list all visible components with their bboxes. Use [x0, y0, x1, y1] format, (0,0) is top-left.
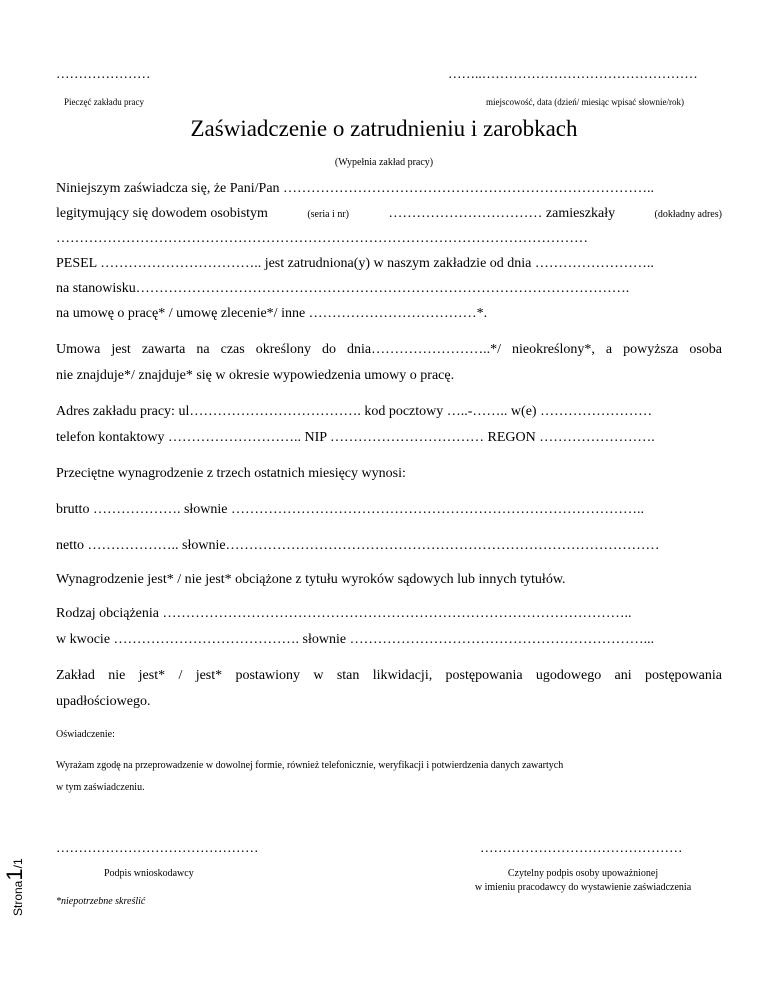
declaration-text-1: Wyrażam zgodę na przeprowadzenie w dowolnej formie, również telefonicznie, weryfikacji i potwierdzenia danych zawartych [56, 760, 564, 771]
id-label: legitymujący się dowodem osobistym [56, 206, 268, 221]
line-encumbrance: Wynagrodzenie jest* / nie jest* obciążone z tytułu wyroków sądowych lub innych tytułów. [56, 572, 566, 587]
line-amount: w kwocie …………………………………. słownie ………………………………………………………... [56, 632, 655, 647]
line-pesel: PESEL …………………………….. jest zatrudniona(y) w naszym zakładzie od dnia …………………….. [56, 256, 654, 271]
footnote: *niepotrzebne skreślić [56, 896, 146, 907]
line-gross: brutto ………………. słownie …………………………………………………………………………….. [56, 502, 644, 517]
page-marker [2, 858, 28, 916]
line-person: Niniejszym zaświadcza się, że Pani/Pan …………………………………………………………………….. [56, 181, 655, 196]
declaration-text-2: w tym zaświadczeniu. [56, 782, 145, 793]
id-hint: (seria i nr) [307, 209, 349, 220]
declaration-heading: Oświadczenie: [56, 729, 115, 740]
line-position: na stanowisku……………………………………………………………………………………………. [56, 281, 630, 296]
line-net: netto ……………….. słownie………………………………………………………………………………… [56, 538, 660, 553]
page-marker-current: 1 [2, 868, 27, 881]
line-encumbrance-type: Rodzaj obciążenia ……………………………………………………………………………………….. [56, 606, 632, 621]
line-id [56, 206, 722, 222]
line-address: …………………………………………………………………………………………………… [56, 231, 588, 246]
line-contract-term: Umowa jest zawarta na czas określony do dnia……………………..*/ nieokreślony*, a powyższa osoba [56, 342, 722, 357]
employer-signature-label-1: Czytelny podpis osoby upoważnionej [507, 868, 659, 879]
id-address-label: …………………………… zamieszkały [388, 206, 616, 221]
employer-signature-dots: ……………………………………… [480, 840, 683, 855]
line-bankruptcy: upadłościowego. [56, 694, 151, 709]
page-marker-word: Strona [11, 880, 25, 916]
employer-signature-label-2: w imieniu pracodawcy do wystawienie zaświadczenia [474, 882, 692, 893]
place-date-dots: ……..………………………………………… [448, 66, 698, 81]
place-date-label: miejscowość, data (dzień/ miesiąc wpisać słownie/rok) [486, 97, 684, 107]
stamp-dots: ………………… [56, 66, 151, 81]
document-title: Zaświadczenie o zatrudnieniu i zarobkach [190, 116, 578, 141]
address-hint: (dokładny adres) [654, 209, 722, 220]
line-average-salary: Przeciętne wynagrodzenie z trzech ostatnich miesięcy wynosi: [56, 466, 406, 481]
line-company-contact: telefon kontaktowy ……………………….. NIP …………………………… REGON ……………………. [56, 430, 655, 445]
line-notice: nie znajduje*/ znajduje* się w okresie wypowiedzenia umowy o pracę. [56, 368, 455, 383]
applicant-signature-label: Podpis wnioskodawcy [104, 868, 194, 879]
document-subtitle: (Wypełnia zakład pracy) [334, 157, 434, 168]
line-company-address: Adres zakładu pracy: ul………………………………. kod pocztowy …..-…….. w(e) …………………… [56, 404, 653, 419]
stamp-label: Pieczęć zakładu pracy [64, 97, 144, 107]
line-liquidation: Zakład nie jest* / jest* postawiony w stan likwidacji, postępowania ugodowego ani postępowania [56, 668, 722, 683]
line-contract-type: na umowę o pracę* / umowę zlecenie*/ inne ………………………………*. [56, 306, 488, 321]
applicant-signature-dots: ……………………………………… [56, 840, 259, 855]
page-marker-total: /1 [11, 858, 25, 869]
